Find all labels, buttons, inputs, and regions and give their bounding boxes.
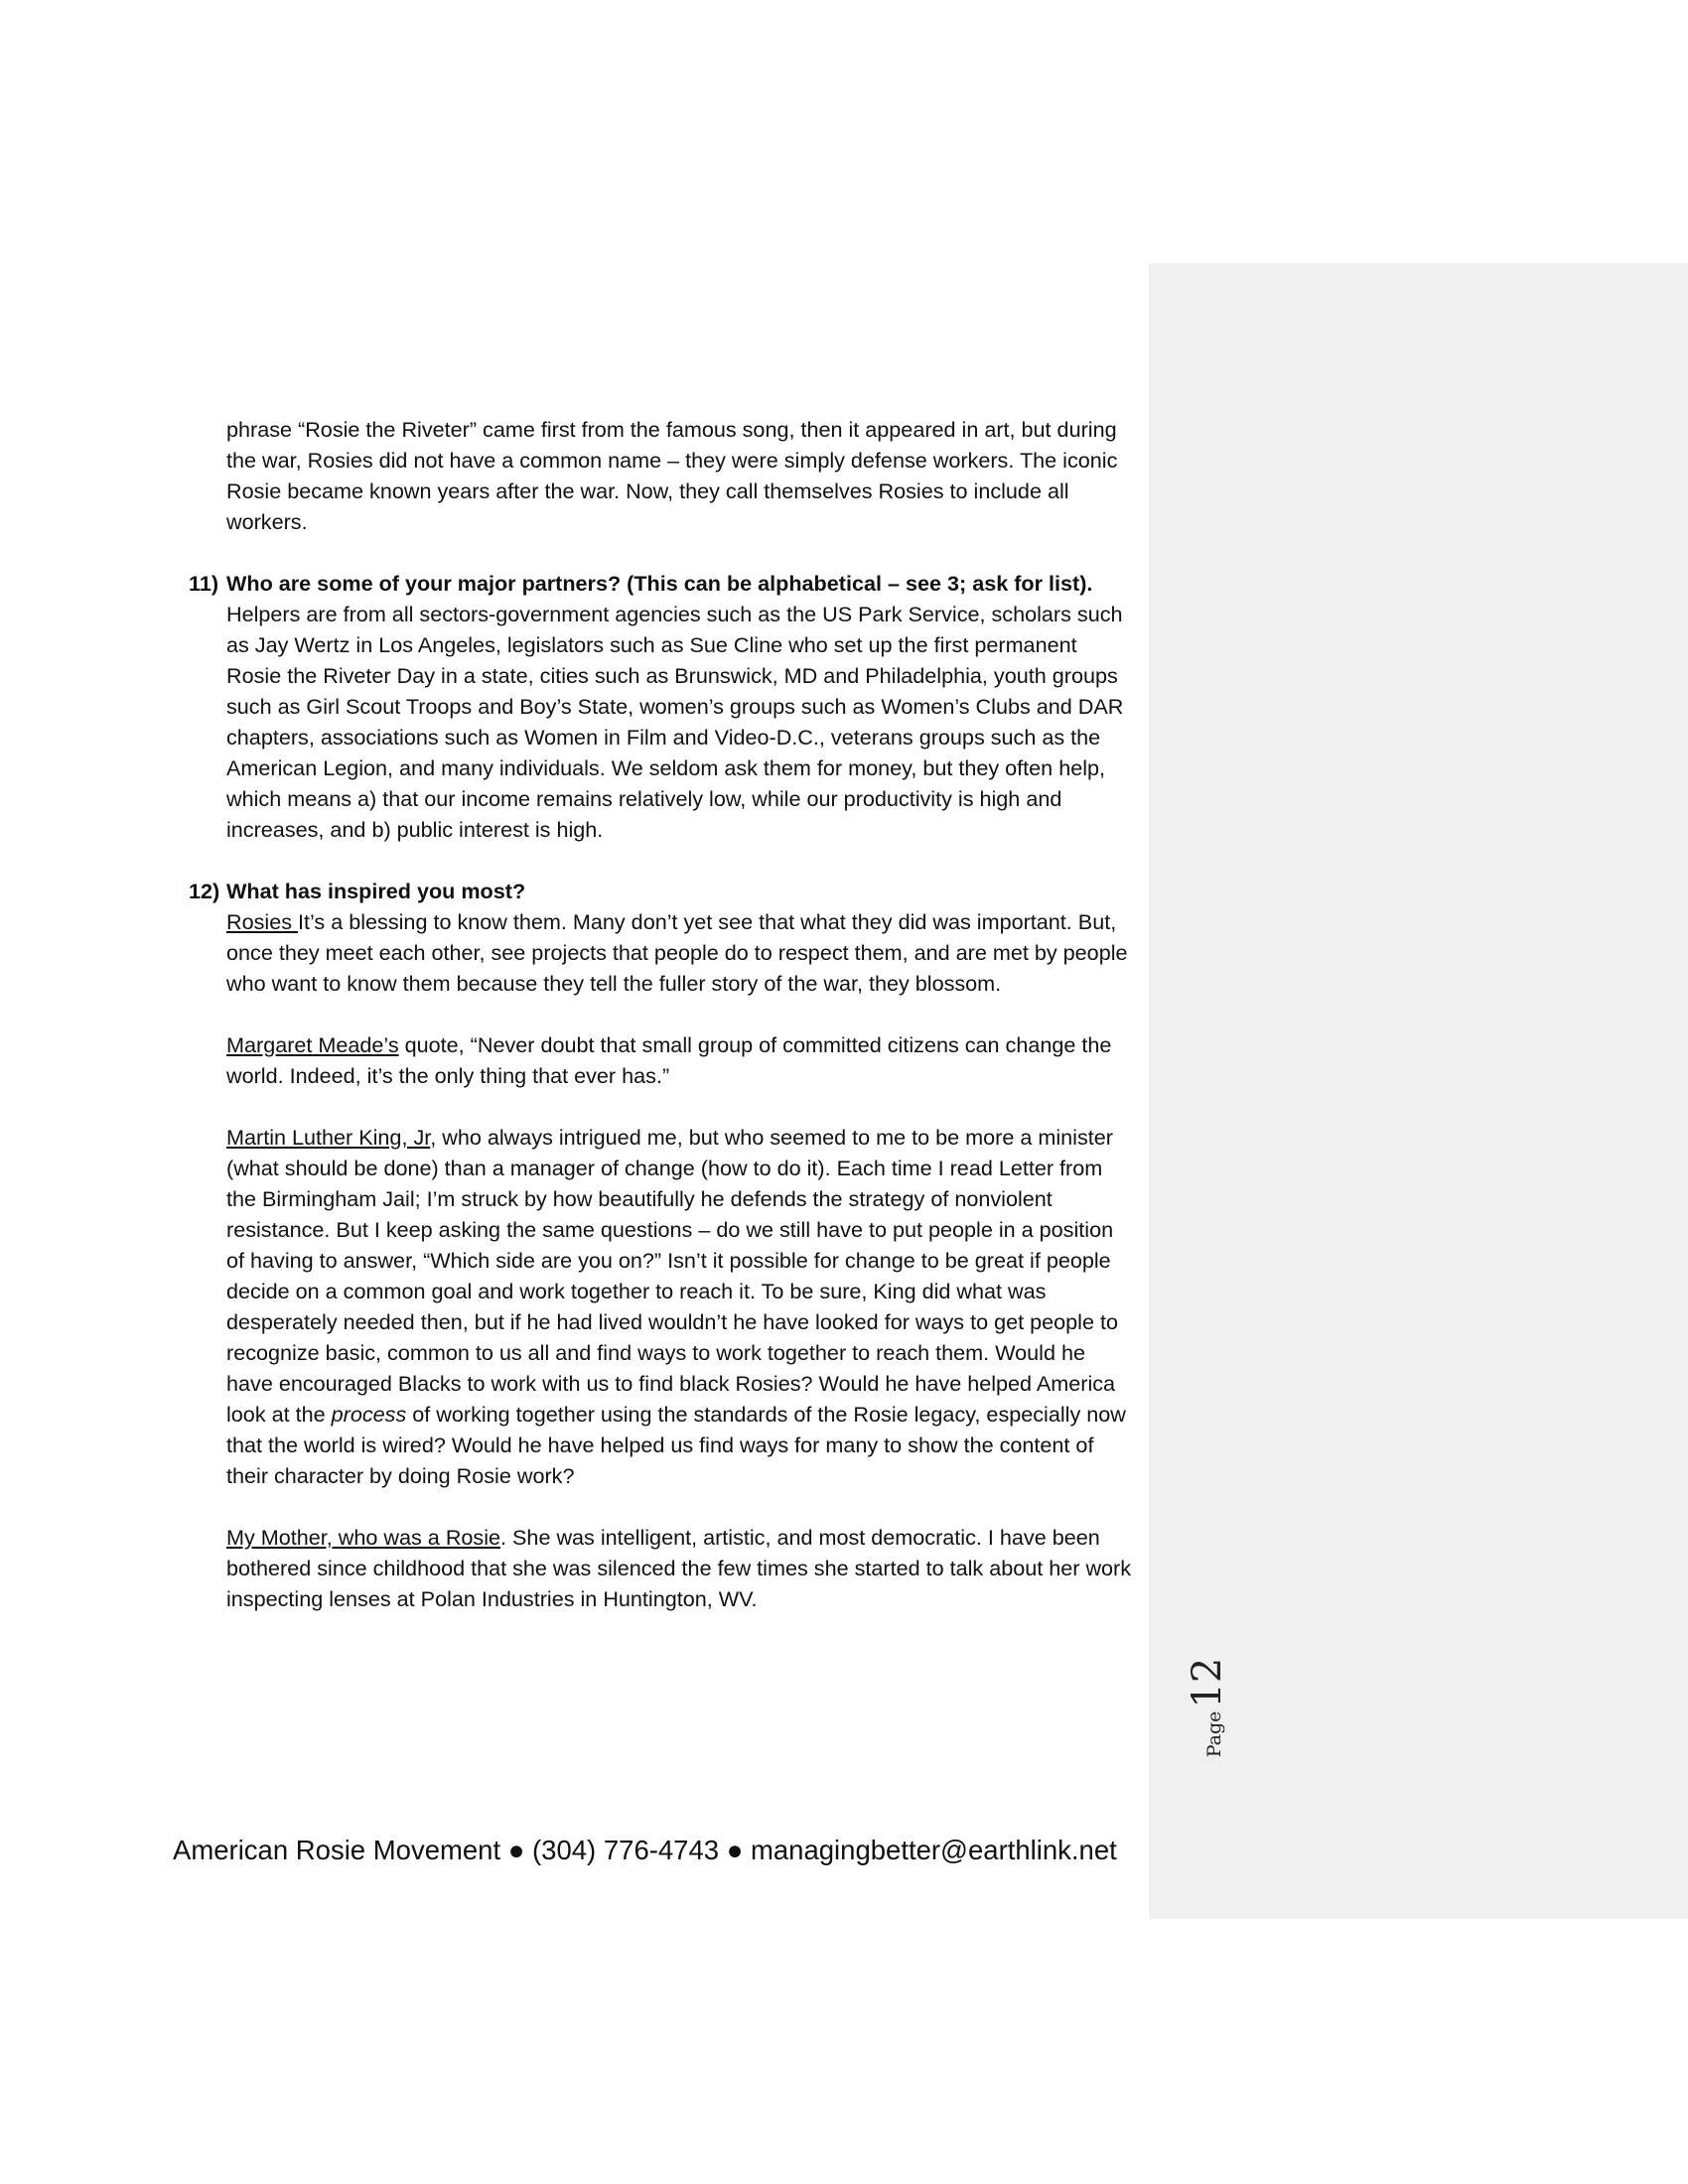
document-body <box>189 414 1132 1645</box>
inspiration-rosies-heading: Rosies <box>226 909 299 934</box>
inspiration-mother-text: . She was intelligent, artistic, and most democratic. I have been bothered since childhood that she was silenced the few times she started to talk about her work inspecting lenses at Polan Industries in Huntington, WV. <box>226 1525 1132 1611</box>
inspiration-king-heading: Martin Luther King, Jr <box>226 1125 431 1150</box>
page-number <box>1185 1633 1244 1782</box>
inspiration-meade-text: quote, “Never doubt that small group of committed citizens can change the world. Indeed, it’s the only thing that ever has.” <box>226 1032 1112 1088</box>
inspiration-mother <box>226 1522 1132 1614</box>
question-11-heading <box>189 568 1132 599</box>
footer-contact: American Rosie Movement ● (304) 776-4743 ● managingbetter@earthlink.net <box>173 1835 1117 1865</box>
inspiration-meade-heading: Margaret Meade’s <box>226 1032 399 1057</box>
inspiration-rosies-text: It’s a blessing to know them. Many don’t yet see that what they did was important. But, once they meet each other, see projects that people do to respect them, and are met by people who want to know them because they tell the fuller story of the war, they blossom. <box>226 909 1128 996</box>
question-11 <box>189 568 1132 845</box>
question-11-number: 11) <box>189 571 219 596</box>
intro-paragraph: phrase “Rosie the Riveter” came first from the famous song, then it appeared in art, but during the war, Rosies did not have a common name – they were simply defense workers. The iconic Rosie became known years after the war. Now, they call themselves Rosies to include all workers. <box>226 417 1118 534</box>
inspiration-meade <box>226 1029 1132 1091</box>
question-12-number: 12) <box>189 879 220 903</box>
question-12-heading <box>189 876 1132 906</box>
question-12-text: What has inspired you most? <box>226 879 526 903</box>
page-label: Page <box>1203 1710 1225 1758</box>
question-11-answer: Helpers are from all sectors-government agencies such as the US Park Service, scholars such as Jay Wertz in Los Angeles, legislators such as Sue Cline who set up the first permanent Rosie the Riveter Day in a state, cities such as Brunswick, MD and Philadelphia, youth groups such as Girl Scout Troops and Boy’s State, women’s groups such as Women’s Clubs and DAR chapters, associations such as Women in Film and Video-D.C., veterans groups such as the American Legion, and many individuals. We seldom ask them for money, but they often help, which means a) that our income remains relatively low, while our productivity is high and increases, and b) public interest is high. <box>226 602 1124 842</box>
question-11-text: Who are some of your major partners? (This can be alphabetical – see 3; ask for list). <box>226 571 1093 596</box>
page-number-value: 12 <box>1185 1657 1230 1708</box>
inspiration-king-text-a: , who always intrigued me, but who seemed to me to be more a minister (what should be done) than a manager of change (how to do it). Each time I read Letter from the Birmingham Jail; I’m struck by how beautifully he defends the strategy of nonviolent resistance. But I keep asking the same questions – do we still have to put people in a position of having to answer, “Which side are you on?” Isn’t it possible for change to be great if people decide on a common goal and work together to reach it. To be sure, King did what was desperately needed then, but if he had lived wouldn’t he have looked for ways to get people to recognize basic, common to us all and find ways to work together to reach them. Would he have encouraged Blacks to work with us to find black Rosies? Would he have helped America look at the <box>226 1125 1118 1427</box>
inspiration-king-emphasis: process <box>331 1402 407 1427</box>
inspiration-rosies <box>226 906 1132 999</box>
question-12 <box>189 876 1132 1614</box>
inspiration-king-text-b: of working together using the standards of the Rosie legacy, especially now that the world is wired? Would he have helped us find ways for many to show the content of their character by doing Rosie work? <box>226 1402 1126 1488</box>
inspiration-king <box>226 1122 1132 1491</box>
inspiration-mother-heading: My Mother, who was a Rosie <box>226 1525 501 1550</box>
